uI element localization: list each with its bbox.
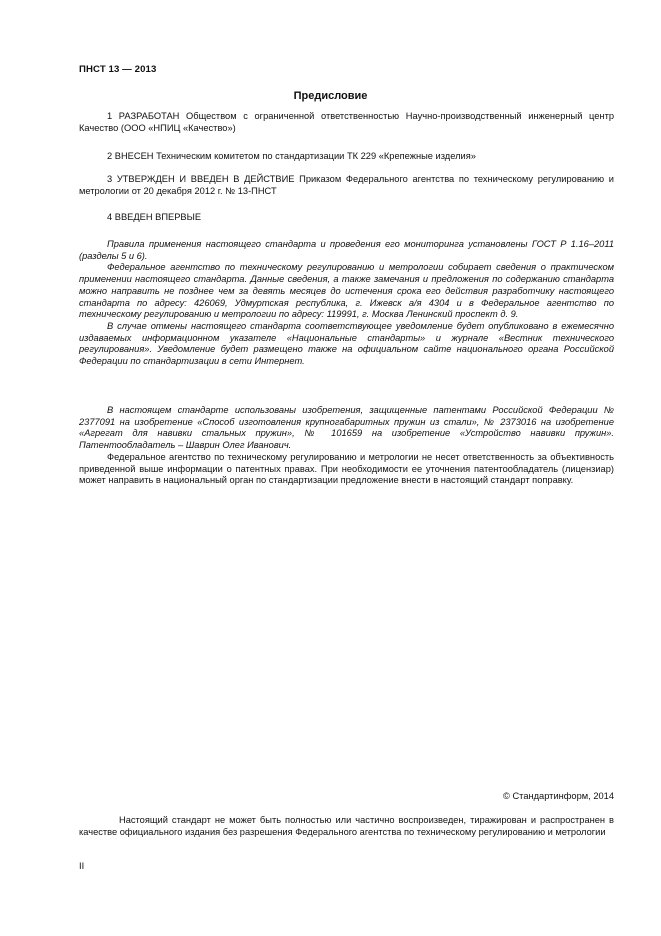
- foreword-item-2: [79, 151, 614, 163]
- patent-section: [79, 405, 614, 487]
- foreword-item-text: 2 ВНЕСЕН Техническим комитетом по стандартизации ТК 229 «Крепежные изделия»: [107, 151, 476, 161]
- notice-paragraph: Настоящий стандарт не может быть полностью или частично воспроизведен, тиражирован и распространен в качестве официального издания без разрешения Федерального агентства по техническому регулированию и метрологии: [79, 815, 614, 837]
- foreword-item-text: 1 РАЗРАБОТАН Обществом с ограниченной ответственностью Научно-производственный инженерный центр Качество (ООО «НПИЦ «Качество»): [79, 111, 614, 133]
- foreword-item-1: [79, 111, 614, 134]
- rules-paragraph: В случае отмены настоящего стандарта соответствующее уведомление будет опубликовано в ежемесячно издаваемых информационном указателе «Национальные стандарты» и журнале «Вестник технического регулирования». Уведомление будет размещено также на официальном сайте национального органа Российской Федерации по стандартизации в сети Интернет.: [79, 320, 614, 367]
- page-title: Предисловие: [293, 90, 368, 102]
- patent-paragraph: В настоящем стандарте использованы изобретения, защищенные патентами Российской Федерации № 2377091 на изобретение «Способ изготовления крупногабаритных пружин из стали», № 2373016 на изобретение «Агрегат для навивки стальных пружин», № 101659 на изобретение «Устройство навивки пружин». Патентообладатель – Шаврин Олег Иванович.: [79, 405, 614, 451]
- foreword-item-4: [79, 212, 614, 224]
- reproduction-notice: [79, 815, 614, 838]
- rules-paragraph: Федеральное агентство по техническому регулированию и метрологии собирает сведения о практическом применении настоящего стандарта. Данные сведения, а также замечания и предложения по содержанию стандарта можно направить не позднее чем за девять месяцев до истечения срока его действия разработчику настоящего стандарта по адресу: 426069, Удмуртская республика, г. Ижевск а/я 4304 и в Федеральное агентство по техническому регулированию и метрологии по адресу: 119991, г. Москва Ленинский проспект д. 9.: [79, 262, 614, 320]
- foreword-item-text: 4 ВВЕДЕН ВПЕРВЫЕ: [107, 212, 202, 222]
- page-number: II: [79, 861, 85, 871]
- rules-paragraph: Правила применения настоящего стандарта и проведения его мониторинга установлены ГОСТ Р 1.16–2011 (разделы 5 и 6).: [79, 239, 614, 261]
- patent-disclaimer-paragraph: Федеральное агентство по техническому регулированию и метрологии не несет ответственность за объективность приведенной выше информации о патентных правах. При необходимости ее уточнения патентообладатель (лицензиар) может направить в национальный орган по стандартизации предложение внести в настоящий стандарт поправку.: [79, 451, 614, 486]
- foreword-item-3: [79, 174, 614, 197]
- application-rules: [79, 239, 614, 368]
- standard-code-header: ПНСТ 13 — 2013: [79, 64, 157, 75]
- copyright-line: © Стандартинформ, 2014: [503, 791, 614, 801]
- foreword-item-text: 3 УТВЕРЖДЕН И ВВЕДЕН В ДЕЙСТВИЕ Приказом Федерального агентства по техническому регулированию и метрологии от 20 декабря 2012 г. № 13-ПНСТ: [79, 174, 614, 196]
